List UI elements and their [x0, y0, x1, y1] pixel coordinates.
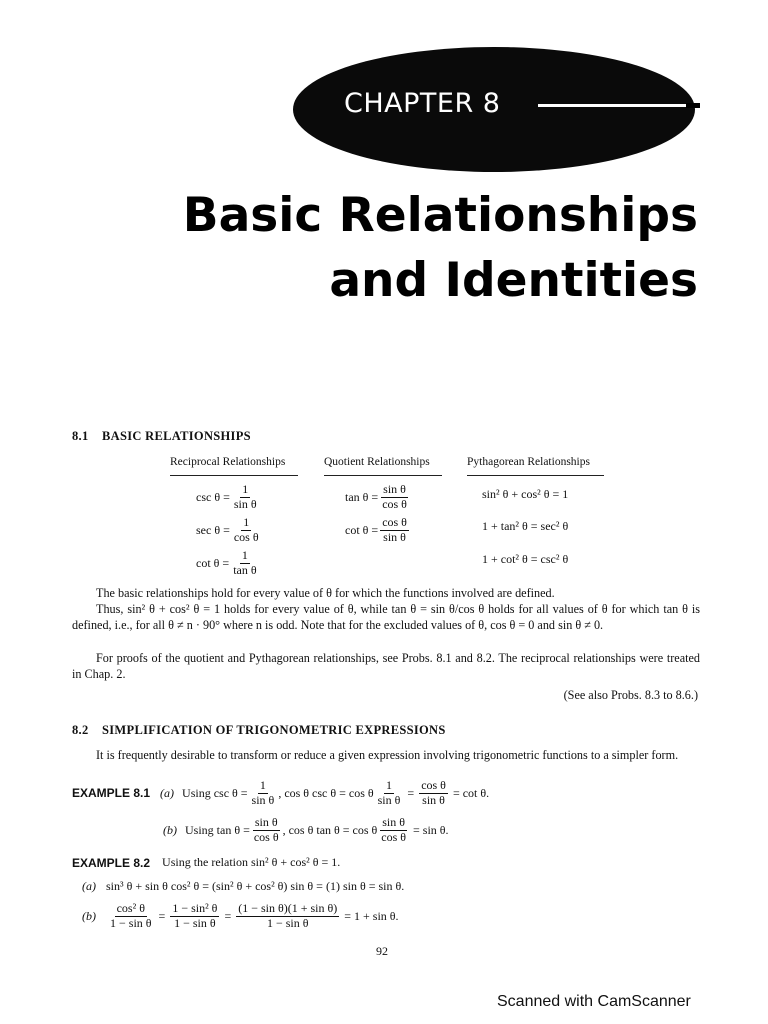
section-8-2-heading [72, 723, 446, 738]
denominator: cos θ [381, 829, 407, 844]
example-8-2-b [82, 902, 399, 931]
col-rule-quotient [324, 475, 442, 476]
example-label: EXAMPLE 8.2 [72, 855, 151, 870]
denominator: 1 − sin θ [266, 915, 309, 930]
see-also-note: (See also Probs. 8.3 to 8.6.) [563, 688, 698, 702]
col-rule-reciprocal [170, 475, 298, 476]
example-label: EXAMPLE 8.1 [72, 786, 151, 801]
numerator: cos² θ [116, 901, 145, 915]
part-tag: (a) [82, 879, 96, 893]
banner-rule-tip [686, 103, 700, 108]
section-number: 8.1 [72, 429, 89, 443]
banner-rule [538, 104, 698, 107]
paragraph: For proofs of the quotient and Pythagorean relationships, see Probs. 8.1 and 8.2. The reciprocal relationships were treated in Chap. 2. [72, 651, 700, 681]
denominator: tan θ [233, 562, 257, 577]
page-number: 92 [376, 944, 388, 958]
reciprocal-cot [196, 549, 261, 578]
text: = [407, 785, 415, 800]
col-head-reciprocal: Reciprocal Relationships [170, 456, 286, 468]
fraction [236, 902, 339, 931]
text: = [224, 908, 232, 923]
part-tag: (a) [160, 785, 175, 800]
numerator: cos θ [382, 515, 407, 529]
text: sin³ θ + sin θ cos² θ = (sin² θ + cos² θ) sin θ = (1) sin θ = sin θ. [106, 879, 405, 893]
camscanner-watermark: Scanned with CamScanner [497, 993, 691, 1010]
numerator: sin θ [382, 815, 406, 829]
denominator: cos θ [382, 496, 407, 511]
part-tag: (b) [82, 908, 96, 923]
pythagorean-1: sin² θ + cos² θ = 1 [482, 487, 569, 501]
paragraph: Thus, sin² θ + cos² θ = 1 holds for every value of θ, while tan θ = sin θ/cos θ holds for all values of θ for which tan θ is defined, i.e., for all θ ≠ n · 90° where n is odd. Note that for the excluded values of θ, cos θ = 0 and sin θ ≠ 0. [72, 602, 700, 632]
quotient-cot [345, 516, 411, 545]
fraction [376, 779, 403, 808]
text: Using the relation sin² θ + cos² θ = 1. [162, 855, 341, 869]
numerator: 1 [243, 515, 250, 529]
eq-lhs: sec θ = [196, 522, 230, 537]
section-title: BASIC RELATIONSHIPS [102, 429, 251, 443]
denominator: sin θ [422, 792, 445, 807]
fraction [250, 779, 277, 808]
reciprocal-sec [196, 516, 263, 545]
eq-lhs: cot θ = [196, 555, 230, 570]
example-8-2-a [82, 879, 404, 894]
denominator: sin θ [233, 496, 257, 511]
fraction [379, 816, 408, 845]
denominator: cos θ [233, 529, 259, 544]
fraction [108, 902, 154, 931]
denominator: 1 − sin θ [110, 915, 152, 930]
pythagorean-2: 1 + tan² θ = sec² θ [482, 519, 569, 533]
paragraph: The basic relationships hold for every value of θ for which the functions involved are defined. [96, 586, 555, 600]
numerator: 1 [386, 778, 393, 792]
chapter-title-line-1: Basic Relationships [182, 188, 698, 243]
eq-lhs: csc θ = [196, 489, 230, 504]
text: Using csc θ = [182, 785, 248, 800]
denominator: sin θ [383, 529, 406, 544]
denominator: cos θ [253, 829, 279, 844]
chapter-title-line-2: and Identities [329, 253, 698, 308]
example-8-2 [72, 855, 340, 870]
text: = sin θ. [413, 822, 449, 837]
fraction [252, 816, 281, 845]
text: , cos θ tan θ = cos θ [282, 822, 378, 837]
paragraph: It is frequently desirable to transform or reduce a given expression involving trigonometric functions to a simpler form. [96, 748, 679, 762]
numerator: sin θ [383, 482, 406, 496]
pythagorean-3: 1 + cot² θ = csc² θ [482, 552, 569, 566]
section-number: 8.2 [72, 723, 89, 737]
denominator: sin θ [377, 792, 401, 807]
fraction [232, 483, 259, 512]
col-head-quotient: Quotient Relationships [324, 456, 430, 468]
fraction [170, 902, 219, 931]
text: = 1 + sin θ. [344, 908, 399, 923]
fraction [231, 549, 258, 578]
chapter-label: CHAPTER 8 [344, 88, 501, 119]
example-8-1-b [163, 816, 449, 845]
section-8-1-heading [72, 429, 251, 444]
fraction [380, 516, 409, 545]
eq-lhs: tan θ = [345, 489, 379, 504]
numerator: 1 [242, 482, 249, 496]
fraction [380, 483, 409, 512]
part-tag: (b) [163, 822, 177, 837]
example-8-1-a [72, 779, 489, 808]
text: Using tan θ = [185, 822, 250, 837]
text: = [158, 908, 166, 923]
numerator: sin θ [254, 815, 278, 829]
reciprocal-csc [196, 483, 261, 512]
quotient-tan [345, 483, 411, 512]
col-rule-pythagorean [467, 475, 604, 476]
denominator: 1 − sin θ [174, 915, 216, 930]
numerator: cos θ [421, 778, 446, 792]
denominator: sin θ [251, 792, 275, 807]
numerator: 1 − sin² θ [172, 901, 218, 915]
numerator: 1 [241, 548, 248, 562]
text: = cot θ. [452, 785, 490, 800]
section-title: SIMPLIFICATION OF TRIGONOMETRIC EXPRESSIONS [102, 723, 446, 737]
col-head-pythagorean: Pythagorean Relationships [467, 456, 590, 468]
fraction [232, 516, 261, 545]
numerator: 1 [259, 778, 266, 792]
fraction [419, 779, 448, 808]
text: , cos θ csc θ = cos θ [278, 785, 374, 800]
numerator: (1 − sin θ)(1 + sin θ) [238, 901, 338, 915]
eq-lhs: cot θ = [345, 522, 379, 537]
